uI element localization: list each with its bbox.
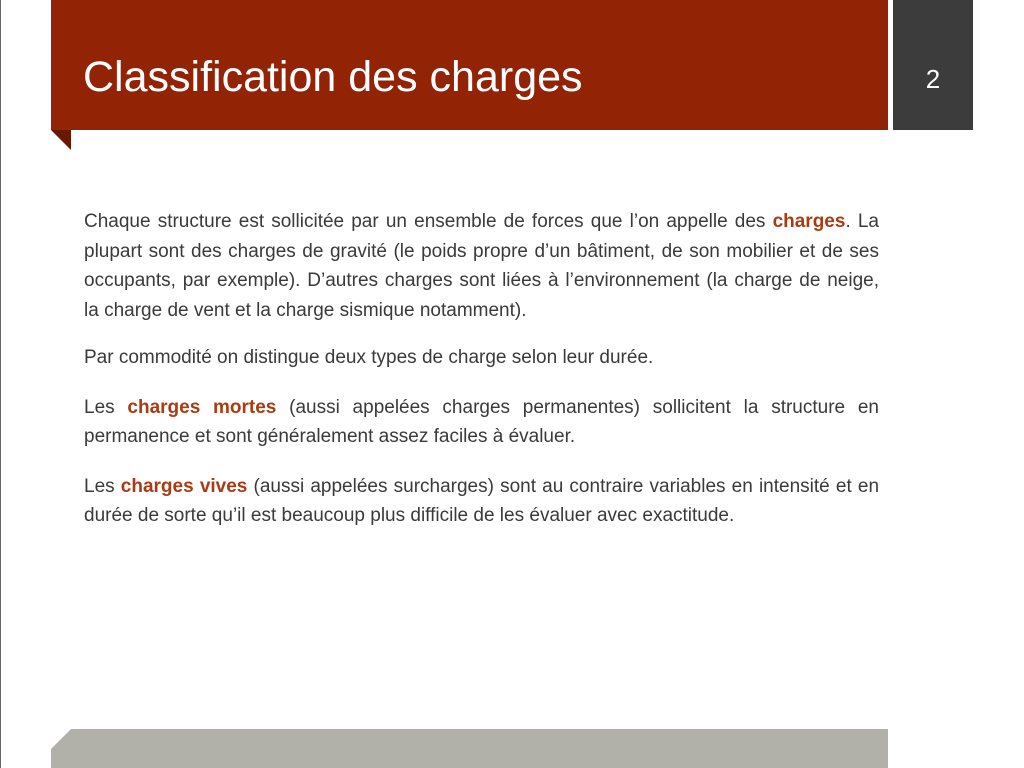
paragraph-text: (aussi appelées charges permanentes) sollicitent la structure en permanence et sont généralement assez faciles à évaluer. [84, 396, 879, 447]
paragraph-text: Chaque structure est sollicitée par un ensemble de forces que l’on appelle des [84, 211, 773, 232]
footer-bar [51, 729, 888, 768]
paragraph-charges-definition [84, 207, 879, 325]
page-number-box [893, 0, 973, 130]
slide-body [84, 207, 879, 531]
paragraph-text: . La plupart sont des charges de gravité (le poids propre d’un bâtiment, de son mobilier et de ses occupants, par exemple). D’autres charges sont liées à l’environnement (la charge de neige, la charge de vent et la charge sismique notamment). [84, 211, 879, 321]
highlight-charges-vives: charges vives [120, 475, 248, 497]
highlight-charges: charges [772, 211, 846, 232]
paragraph-text: (aussi appelées surcharges) sont au contraire variables en intensité et en durée de sorte qu’il est beaucoup plus difficile de les évaluer avec exactitude. [84, 475, 880, 526]
paragraph-charges-vives [84, 472, 879, 531]
slide-left-edge [0, 0, 1, 768]
paragraph-text: Les [84, 475, 121, 497]
highlight-charges-mortes: charges mortes [127, 396, 277, 418]
paragraph-charges-mortes [84, 393, 879, 452]
paragraph-two-types [84, 343, 879, 373]
paragraph-text: Par commodité on distingue deux types de charge selon leur durée. [84, 347, 654, 368]
slide-title: Classification des charges [83, 53, 583, 101]
paragraph-text: Les [84, 396, 128, 418]
title-bar-fold [51, 130, 71, 150]
page-number: 2 [925, 64, 941, 94]
